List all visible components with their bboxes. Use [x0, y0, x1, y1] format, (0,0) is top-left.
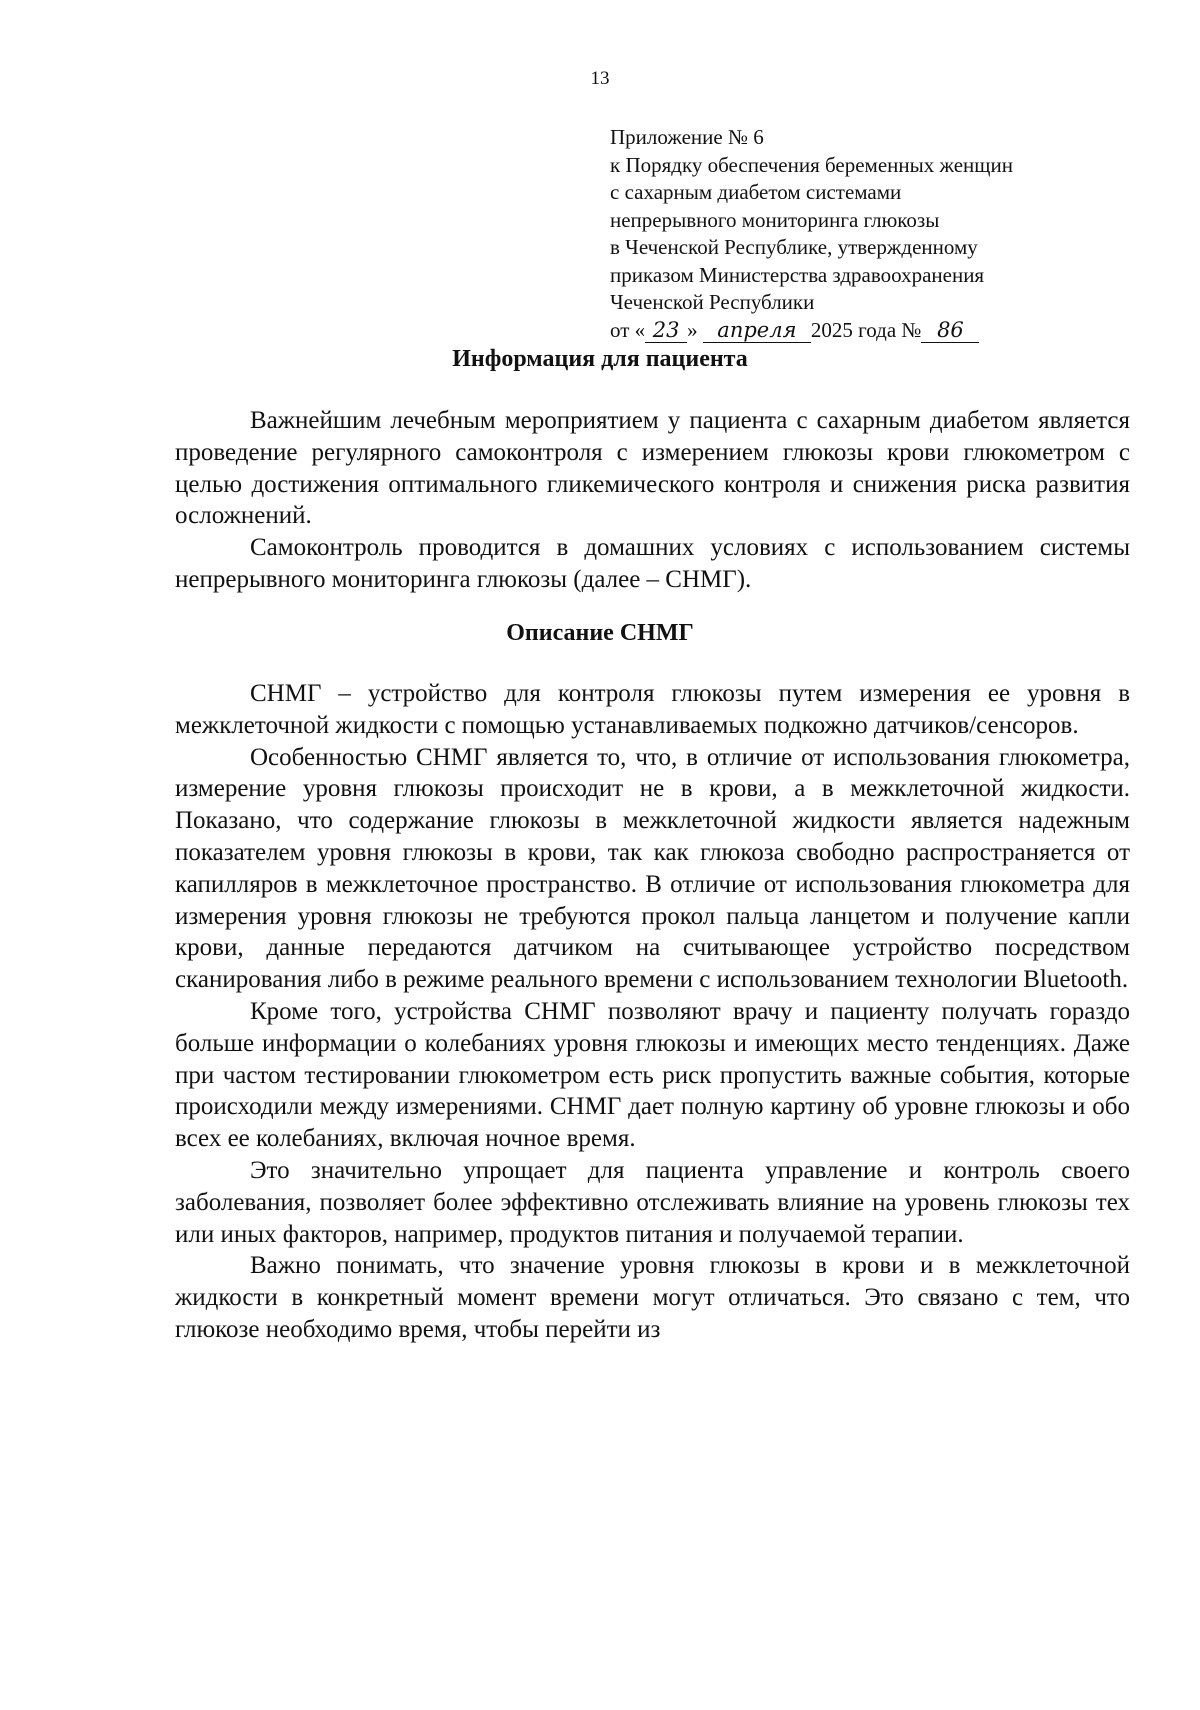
- appendix-header: [610, 124, 1130, 344]
- paragraph: Кроме того, устройства СНМГ позволяют врачу и пациенту получать гораздо больше информации о колебаниях уровня глюкозы и имеющих место тенденциях. Даже при частом тестировании глюкометром есть риск пропустить важные события, которые происходили между измерениями. СНМГ дает полную картину об уровне глюкозы и обо всех ее колебаниях, включая ночное время.: [175, 997, 1130, 1153]
- paragraph: Это значительно упрощает для пациента управление и контроль своего заболевания, позволяет более эффективно отслеживать влияние на уровень глюкозы тех или иных факторов, например, продуктов питания и получаемой терапии.: [175, 1156, 1130, 1248]
- date-mid: »: [687, 317, 698, 342]
- section-patient-info-body: [175, 405, 1130, 596]
- date-year-suffix: 2025 года №: [810, 317, 922, 342]
- paragraph: Особенностью СНМГ является то, что, в отличие от использования глюкометра, измерение уровня глюкозы происходит не в крови, а в межклеточной жидкости. Показано, что содержание глюкозы в межклеточной жидкости является надежным показателем уровня глюкозы в крови, так как глюкоза свободно распространяется от капилляров в межклеточное пространство. В отличие от использования глюкометра для измерения уровня глюкозы не требуются прокол пальца ланцетом и получение капли крови, данные передаются датчиком на считывающее устройство посредством сканирования либо в режиме реального времени с использованием технологии Bluetooth.: [175, 743, 1130, 994]
- appendix-line: Чеченской Республики: [610, 290, 815, 314]
- appendix-date-line: [610, 317, 1130, 345]
- paragraph: Важнейшим лечебным мероприятием у пациента с сахарным диабетом является проведение регулярного самоконтроля с измерением глюкозы крови глюкометром с целью достижения оптимального гликемического контроля и снижения риска развития осложнений.: [175, 407, 1130, 530]
- page-number: 13: [590, 68, 610, 89]
- appendix-line: к Порядку обеспечения беременных женщин: [610, 152, 1013, 177]
- section-cgm-description-body: [175, 678, 1130, 1346]
- paragraph: Важно понимать, что значение уровня глюкозы в крови и в межклеточной жидкости в конкретный момент времени могут отличаться. Это связано с тем, что глюкозе необходимо время, чтобы перейти из: [175, 1252, 1130, 1343]
- paragraph: СНМГ – устройство для контроля глюкозы путем измерения ее уровня в межклеточной жидкости с помощью устанавливаемых подкожно датчиков/сенсоров.: [175, 680, 1130, 739]
- appendix-line: с сахарным диабетом системами: [610, 180, 902, 204]
- handwritten-order-number: 86: [921, 318, 979, 343]
- section-heading-patient-info: Информация для пациента: [452, 346, 748, 372]
- appendix-line: в Чеченской Республике, утвержденному: [610, 235, 978, 259]
- appendix-line: приказом Министерства здравоохранения: [610, 262, 985, 287]
- handwritten-day: 23: [645, 318, 687, 343]
- handwritten-month: апреля: [703, 318, 811, 343]
- paragraph: Самоконтроль проводится в домашних условиях с использованием системы непрерывного мониторинга глюкозы (далее – СНМГ).: [175, 534, 1130, 593]
- appendix-line: Приложение № 6: [610, 125, 764, 149]
- date-prefix: от «: [610, 317, 646, 342]
- section-heading-cgm-description: Описание СНМГ: [506, 620, 694, 646]
- appendix-line: непрерывного мониторинга глюкозы: [610, 207, 940, 232]
